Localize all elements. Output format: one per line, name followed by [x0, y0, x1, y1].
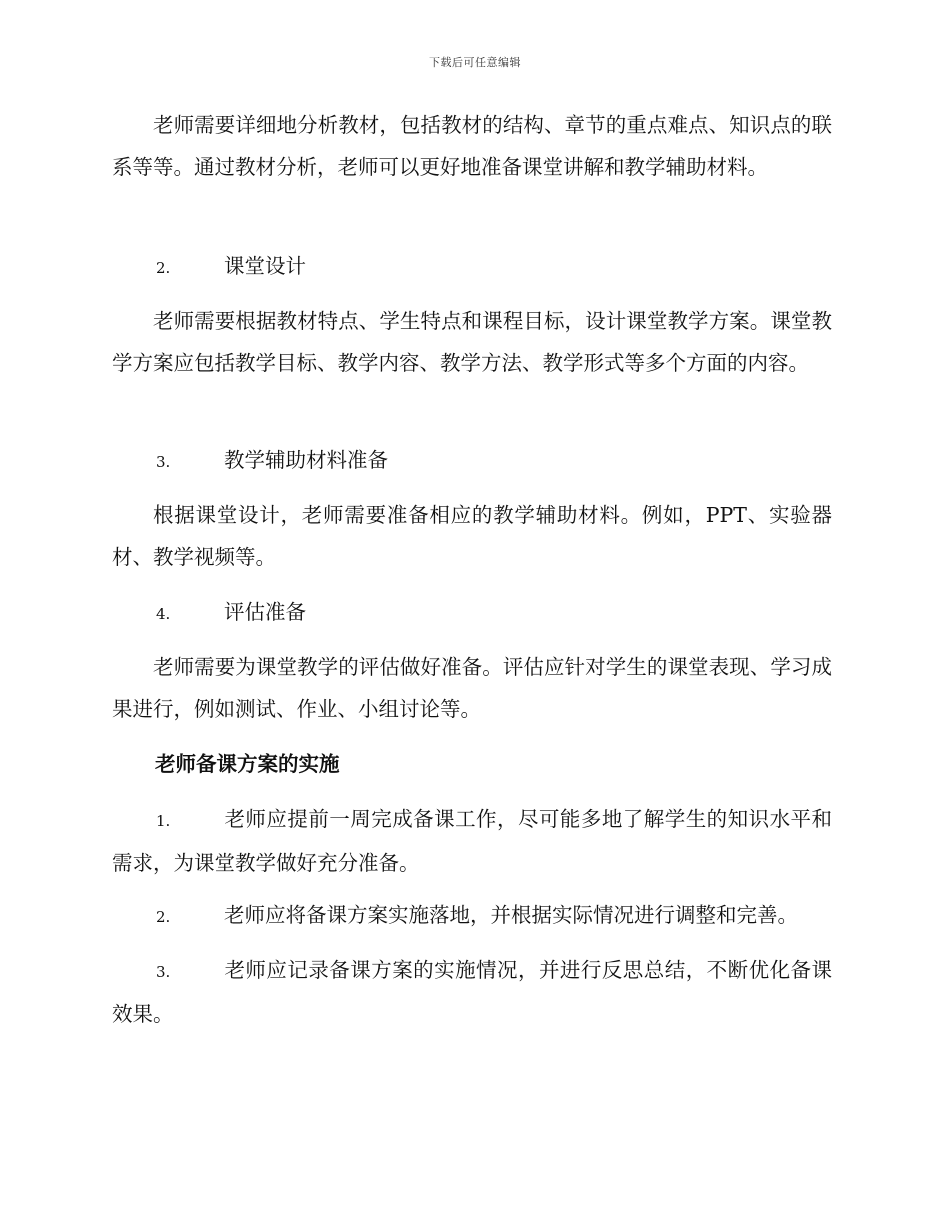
- section-number: 2.: [156, 259, 171, 277]
- implementation-item-3: [112, 950, 832, 1035]
- item-text: 老师应提前一周完成备课工作，尽可能多地了解学生的知识水平和需求，为课堂教学做好充分准备。: [112, 807, 832, 875]
- section-heading-4: [112, 592, 832, 636]
- section-number: 3.: [156, 453, 171, 471]
- implementation-heading: 老师备课方案的实施: [155, 752, 340, 776]
- item-number: 2.: [156, 908, 171, 926]
- implementation-item-1: [112, 799, 832, 884]
- section-body-3: 根据课堂设计，老师需要准备相应的教学辅助材料。例如，PPT、实验器材、教学视频等。: [112, 503, 832, 569]
- item-number: 3.: [156, 963, 171, 981]
- section-body-2: 老师需要根据教材特点、学生特点和课程目标，设计课堂教学方案。课堂教学方案应包括教学目标、教学内容、教学方法、教学形式等多个方面的内容。: [112, 309, 832, 375]
- section-heading-2: [112, 246, 832, 290]
- item-text: 老师应记录备课方案的实施情况，并进行反思总结，不断优化备课效果。: [112, 958, 832, 1026]
- section-body-4: 老师需要为课堂教学的评估做好准备。评估应针对学生的课堂表现、学习成果进行，例如测试、作业、小组讨论等。: [112, 655, 832, 721]
- section-number: 4.: [156, 605, 171, 623]
- header-note: 下载后可任意编辑: [429, 56, 521, 69]
- item-number: 1.: [156, 812, 171, 830]
- section-title: 教学辅助材料准备: [224, 448, 388, 472]
- section-title: 评估准备: [224, 600, 306, 624]
- section-title: 课堂设计: [224, 254, 306, 278]
- section-heading-3: [112, 440, 832, 484]
- implementation-item-2: [112, 895, 832, 939]
- intro-paragraph: 老师需要详细地分析教材，包括教材的结构、章节的重点难点、知识点的联系等等。通过教材分析，老师可以更好地准备课堂讲解和教学辅助材料。: [112, 113, 832, 179]
- item-text: 老师应将备课方案实施落地，并根据实际情况进行调整和完善。: [224, 903, 798, 927]
